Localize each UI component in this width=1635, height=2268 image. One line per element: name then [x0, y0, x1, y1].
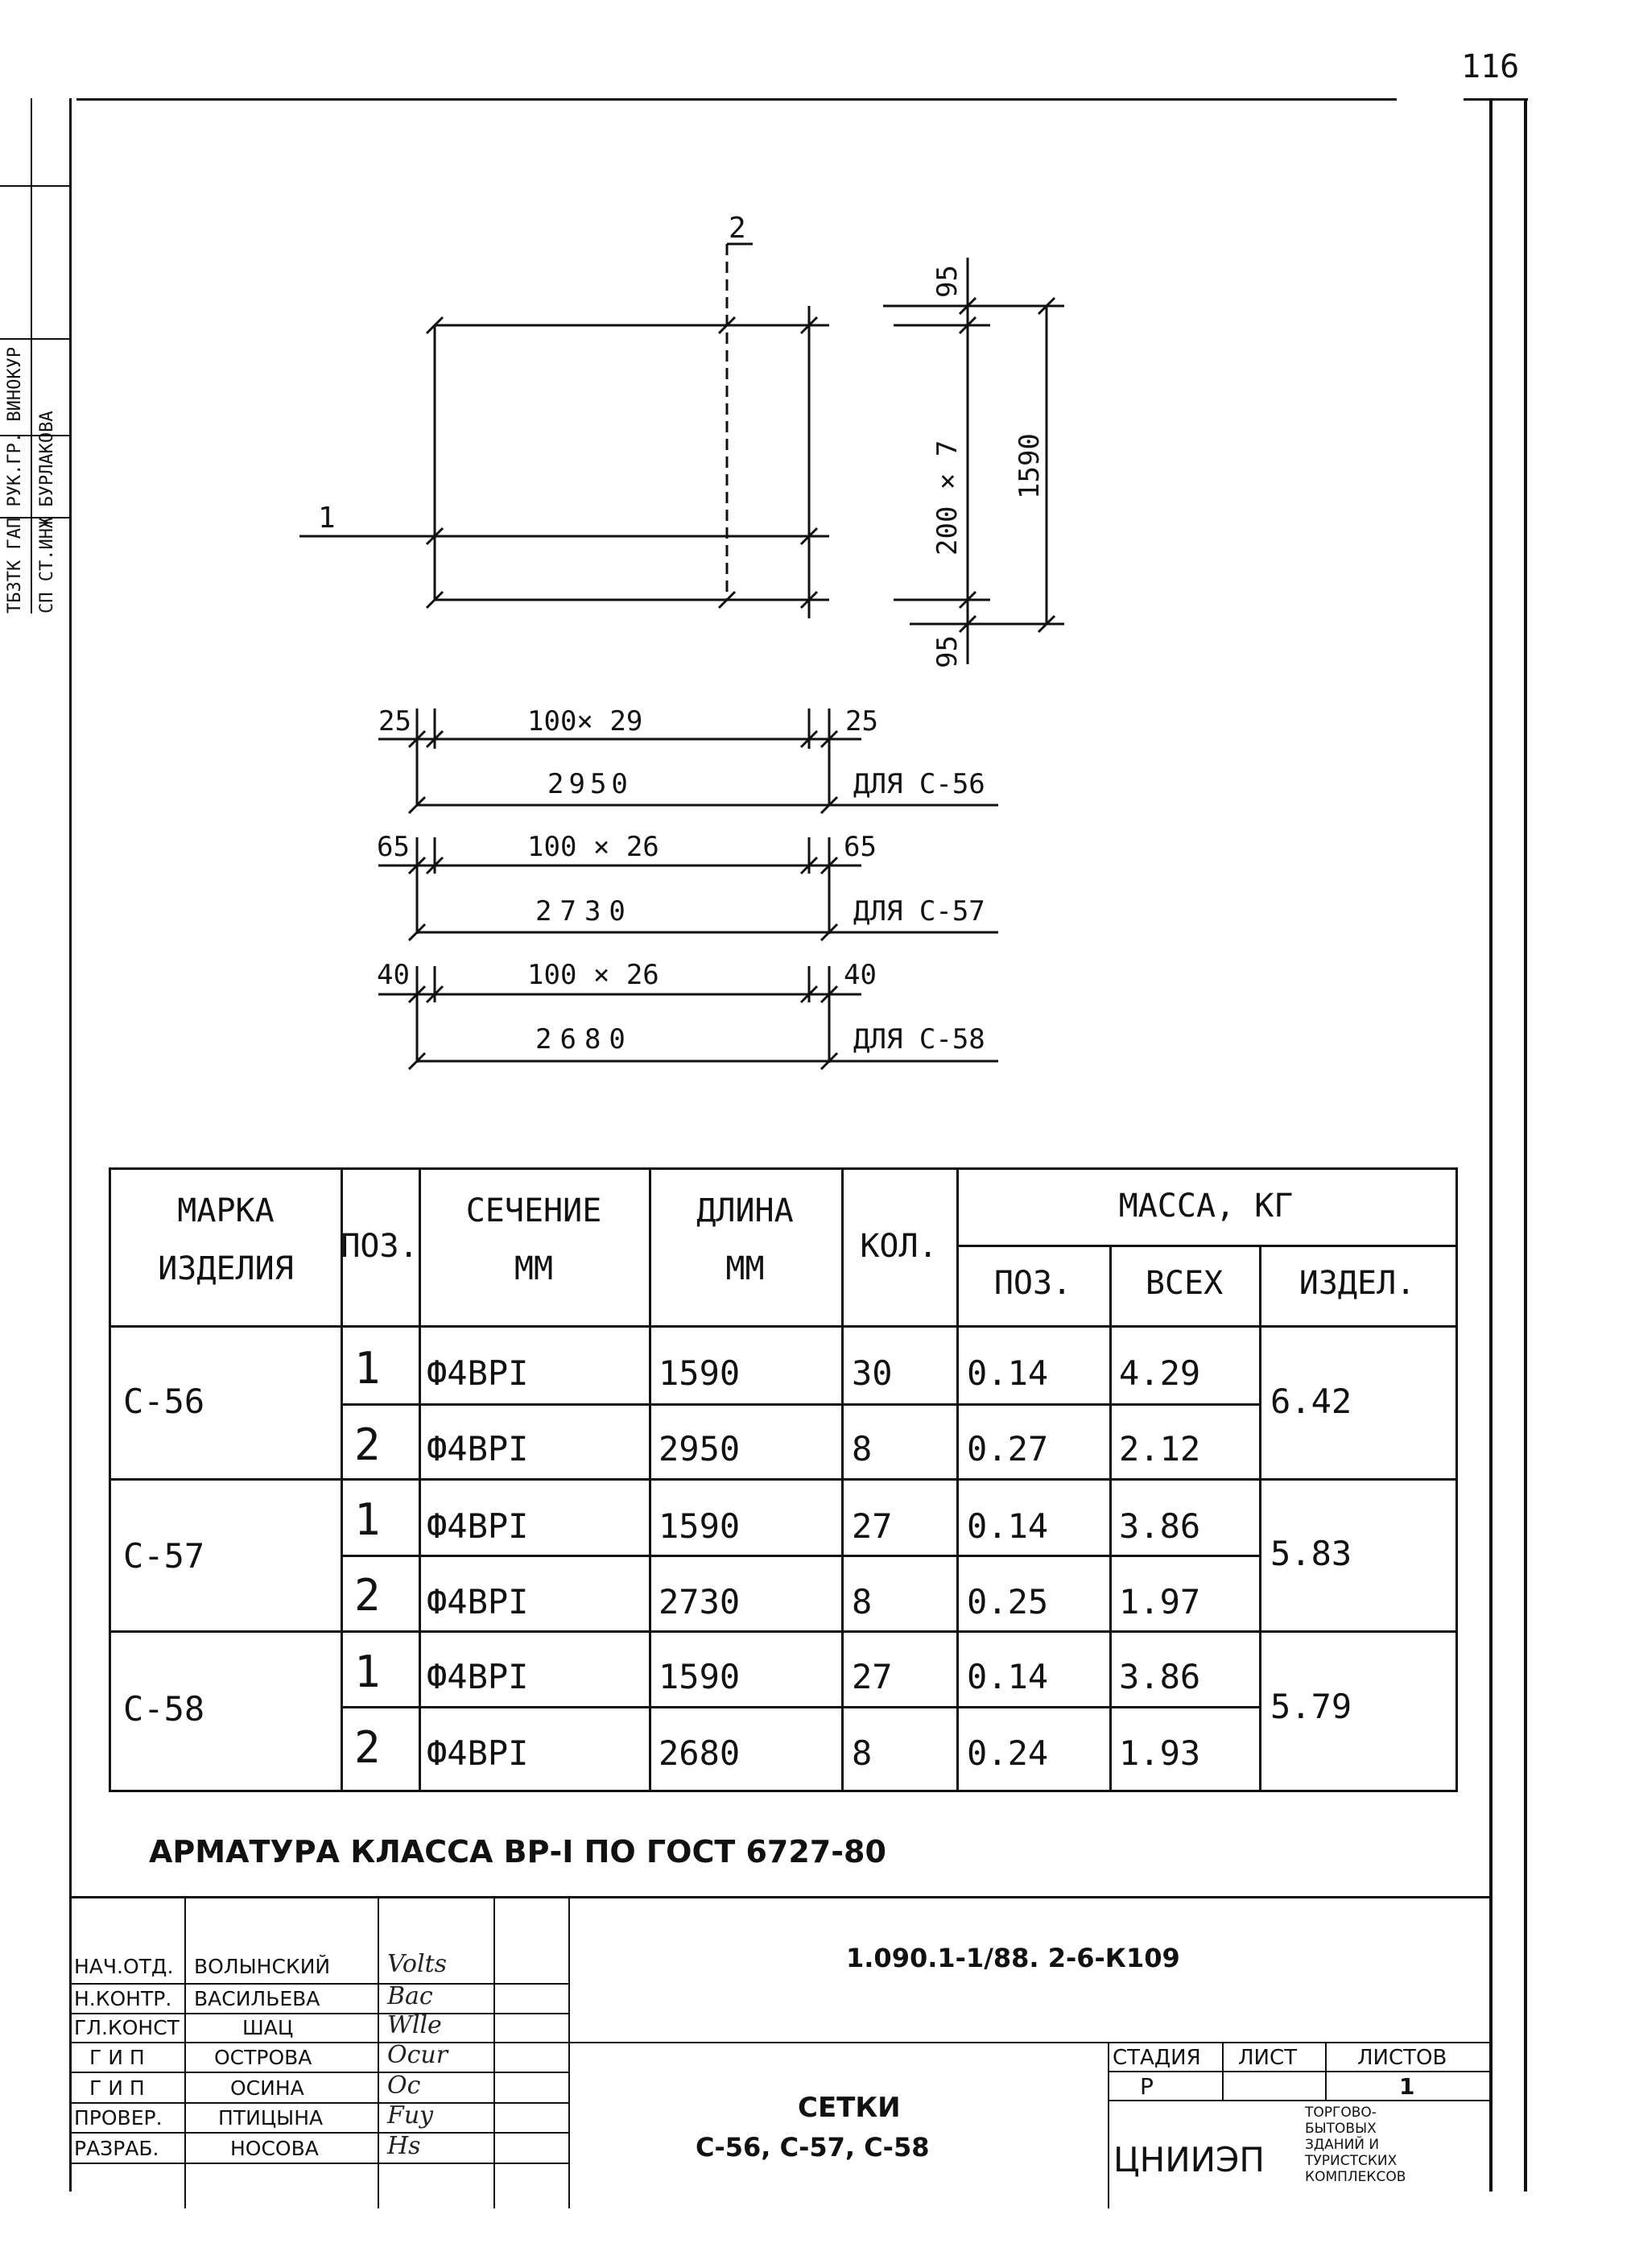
mass-pos-c57-2: 0.25 — [967, 1582, 1049, 1621]
section-c57-1: Ф4ВРI — [427, 1506, 529, 1546]
pos-c58-2: 2 — [354, 1722, 381, 1773]
length-c57-1: 1590 — [659, 1506, 741, 1546]
hdr-mass-all: ВСЕХ — [1145, 1265, 1224, 1302]
dim-row3-left: 40 — [377, 959, 410, 991]
mark-c58: С-58 — [123, 1689, 205, 1729]
name-1: ВАСИЛЬЕВА — [194, 1987, 320, 2010]
pos-label-2: 2 — [729, 212, 746, 245]
role-6: РАЗРАБ. — [74, 2137, 159, 2160]
pos-c57-1: 1 — [354, 1494, 381, 1545]
signature-0: Volts — [387, 1950, 448, 1978]
pos-label-1: 1 — [318, 502, 336, 535]
hdr-pos: ПОЗ. — [341, 1228, 419, 1265]
mass-pos-c57-1: 0.14 — [967, 1506, 1049, 1546]
mesh-drawing — [0, 0, 1635, 1127]
section-c56-1: Ф4ВРI — [427, 1353, 529, 1393]
name-5: ПТИЦЫНА — [218, 2106, 324, 2130]
item-mass-c56: 6.42 — [1270, 1382, 1352, 1421]
hdr-section-1: СЕЧЕНИЕ — [465, 1192, 602, 1229]
hdr-length-2: ММ — [725, 1250, 765, 1287]
name-4: ОСИНА — [230, 2076, 304, 2100]
mass-pos-c56-2: 0.27 — [967, 1429, 1049, 1469]
drawing-title: СЕТКИ — [798, 2092, 901, 2124]
mass-all-c58-1: 3.86 — [1119, 1657, 1201, 1696]
mark-c56: С-56 — [123, 1382, 205, 1421]
hdr-mark-2: ИЗДЕЛИЯ — [158, 1250, 294, 1287]
hdr-length-1: ДЛИНА — [696, 1192, 794, 1229]
dim-1590: 1590 — [1014, 433, 1046, 499]
length-c56-2: 2950 — [659, 1429, 741, 1469]
mass-all-c56-1: 4.29 — [1119, 1353, 1201, 1393]
qty-c56-1: 30 — [852, 1353, 893, 1393]
name-0: ВОЛЫНСКИЙ — [194, 1955, 331, 1978]
section-c57-2: Ф4ВРI — [427, 1582, 529, 1621]
mass-pos-c58-2: 0.24 — [967, 1733, 1049, 1773]
item-mass-c58: 5.79 — [1270, 1687, 1352, 1726]
role-4: Г И П — [89, 2076, 145, 2100]
name-6: НОСОВА — [230, 2137, 319, 2160]
dim-row3-total: 2680 — [535, 1023, 634, 1056]
dim-row1-mid: 100× 29 — [527, 705, 643, 737]
signature-6: Hs — [387, 2132, 421, 2160]
section-c58-1: Ф4ВРI — [427, 1657, 529, 1696]
qty-c57-1: 27 — [852, 1506, 893, 1546]
dim-row3-for: ДЛЯ С-58 — [853, 1023, 985, 1056]
dim-row2-total: 2730 — [535, 895, 634, 927]
pos-c56-1: 1 — [354, 1343, 381, 1394]
item-mass-c57: 5.83 — [1270, 1534, 1352, 1573]
sheet-label: ЛИСТ — [1238, 2046, 1298, 2070]
dim-bottom-95: 95 — [931, 635, 964, 668]
dim-row2-for: ДЛЯ С-57 — [853, 895, 985, 927]
signature-3: Ocur — [387, 2041, 448, 2069]
dim-200x7: 200 × 7 — [931, 440, 964, 556]
mass-all-c57-2: 1.97 — [1119, 1582, 1201, 1621]
org-desc: ТОРГОВО- БЫТОВЫХ ЗДАНИЙ И ТУРИСТСКИХ КОМПЛЕКСОВ — [1305, 2105, 1406, 2185]
signature-4: Oc — [387, 2072, 421, 2100]
signature-2: Wlle — [387, 2011, 442, 2039]
doc-code: 1.090.1-1/88. 2-6-К109 — [846, 1943, 1180, 1973]
drawing-subtitle: С-56, С-57, С-58 — [696, 2132, 930, 2163]
hdr-mass: МАССА, КГ — [1118, 1188, 1294, 1225]
dim-row2-right: 65 — [844, 831, 877, 863]
mass-all-c57-1: 3.86 — [1119, 1506, 1201, 1546]
mass-pos-c58-1: 0.14 — [967, 1657, 1049, 1696]
length-c58-2: 2680 — [659, 1733, 741, 1773]
dim-row2-left: 65 — [377, 831, 410, 863]
dim-row1-total: 2950 — [547, 768, 633, 800]
dim-row3-mid: 100 × 26 — [527, 959, 659, 991]
qty-c58-1: 27 — [852, 1657, 893, 1696]
page-number: 116 — [1461, 48, 1520, 85]
name-2: ШАЦ — [242, 2016, 294, 2039]
mass-table — [109, 1167, 1458, 1792]
sheets-value: 1 — [1399, 2073, 1415, 2100]
qty-c57-2: 8 — [852, 1582, 873, 1621]
signature-5: Fuy — [387, 2101, 434, 2130]
section-c58-2: Ф4ВРI — [427, 1733, 529, 1773]
hdr-mass-item: ИЗДЕЛ. — [1299, 1265, 1416, 1302]
length-c57-2: 2730 — [659, 1582, 741, 1621]
qty-c58-2: 8 — [852, 1733, 873, 1773]
pos-c58-1: 1 — [354, 1646, 381, 1697]
stage-label: СТАДИЯ — [1113, 2046, 1201, 2070]
dim-row3-right: 40 — [844, 959, 877, 991]
role-1: Н.КОНТР. — [74, 1987, 172, 2010]
pos-c56-2: 2 — [354, 1419, 381, 1470]
section-c56-2: Ф4ВРI — [427, 1429, 529, 1469]
title-block — [69, 1896, 1491, 2208]
dim-top-95: 95 — [931, 265, 964, 298]
mass-all-c56-2: 2.12 — [1119, 1429, 1201, 1469]
dim-row1-for: ДЛЯ С-56 — [853, 768, 985, 800]
dim-row2-mid: 100 × 26 — [527, 831, 659, 863]
reinforcement-note: АРМАТУРА КЛАССА ВР-I ПО ГОСТ 6727-80 — [149, 1834, 886, 1869]
dim-row1-left: 25 — [378, 705, 411, 737]
role-5: ПРОВЕР. — [74, 2106, 163, 2130]
hdr-mark-1: МАРКА — [177, 1192, 275, 1229]
mass-all-c58-2: 1.93 — [1119, 1733, 1201, 1773]
length-c58-1: 1590 — [659, 1657, 741, 1696]
org-name: ЦНИИЭП — [1113, 2140, 1265, 2179]
pos-c57-2: 2 — [354, 1570, 381, 1621]
mass-pos-c56-1: 0.14 — [967, 1353, 1049, 1393]
dim-row1-right: 25 — [845, 705, 878, 737]
hdr-qty: КОЛ. — [860, 1228, 938, 1265]
hdr-section-2: ММ — [514, 1250, 554, 1287]
left-stamp-col1: ТБЗТК ГАП РУК.ГР. ВИНОКУР — [5, 346, 25, 613]
signature-1: Bac — [387, 1982, 433, 2010]
sheets-label: ЛИСТОВ — [1357, 2046, 1447, 2070]
role-3: Г И П — [89, 2046, 145, 2069]
left-stamp-col2: СП СТ.ИНЖ БУРЛАКОВА — [37, 411, 57, 613]
mark-c57: С-57 — [123, 1536, 205, 1576]
role-0: НАЧ.ОТД. — [74, 1955, 174, 1978]
qty-c56-2: 8 — [852, 1429, 873, 1469]
role-2: ГЛ.КОНСТ — [74, 2016, 180, 2039]
name-3: ОСТРОВА — [214, 2046, 312, 2069]
length-c56-1: 1590 — [659, 1353, 741, 1393]
hdr-mass-pos: ПОЗ. — [993, 1265, 1072, 1302]
stage-value: Р — [1140, 2073, 1154, 2100]
